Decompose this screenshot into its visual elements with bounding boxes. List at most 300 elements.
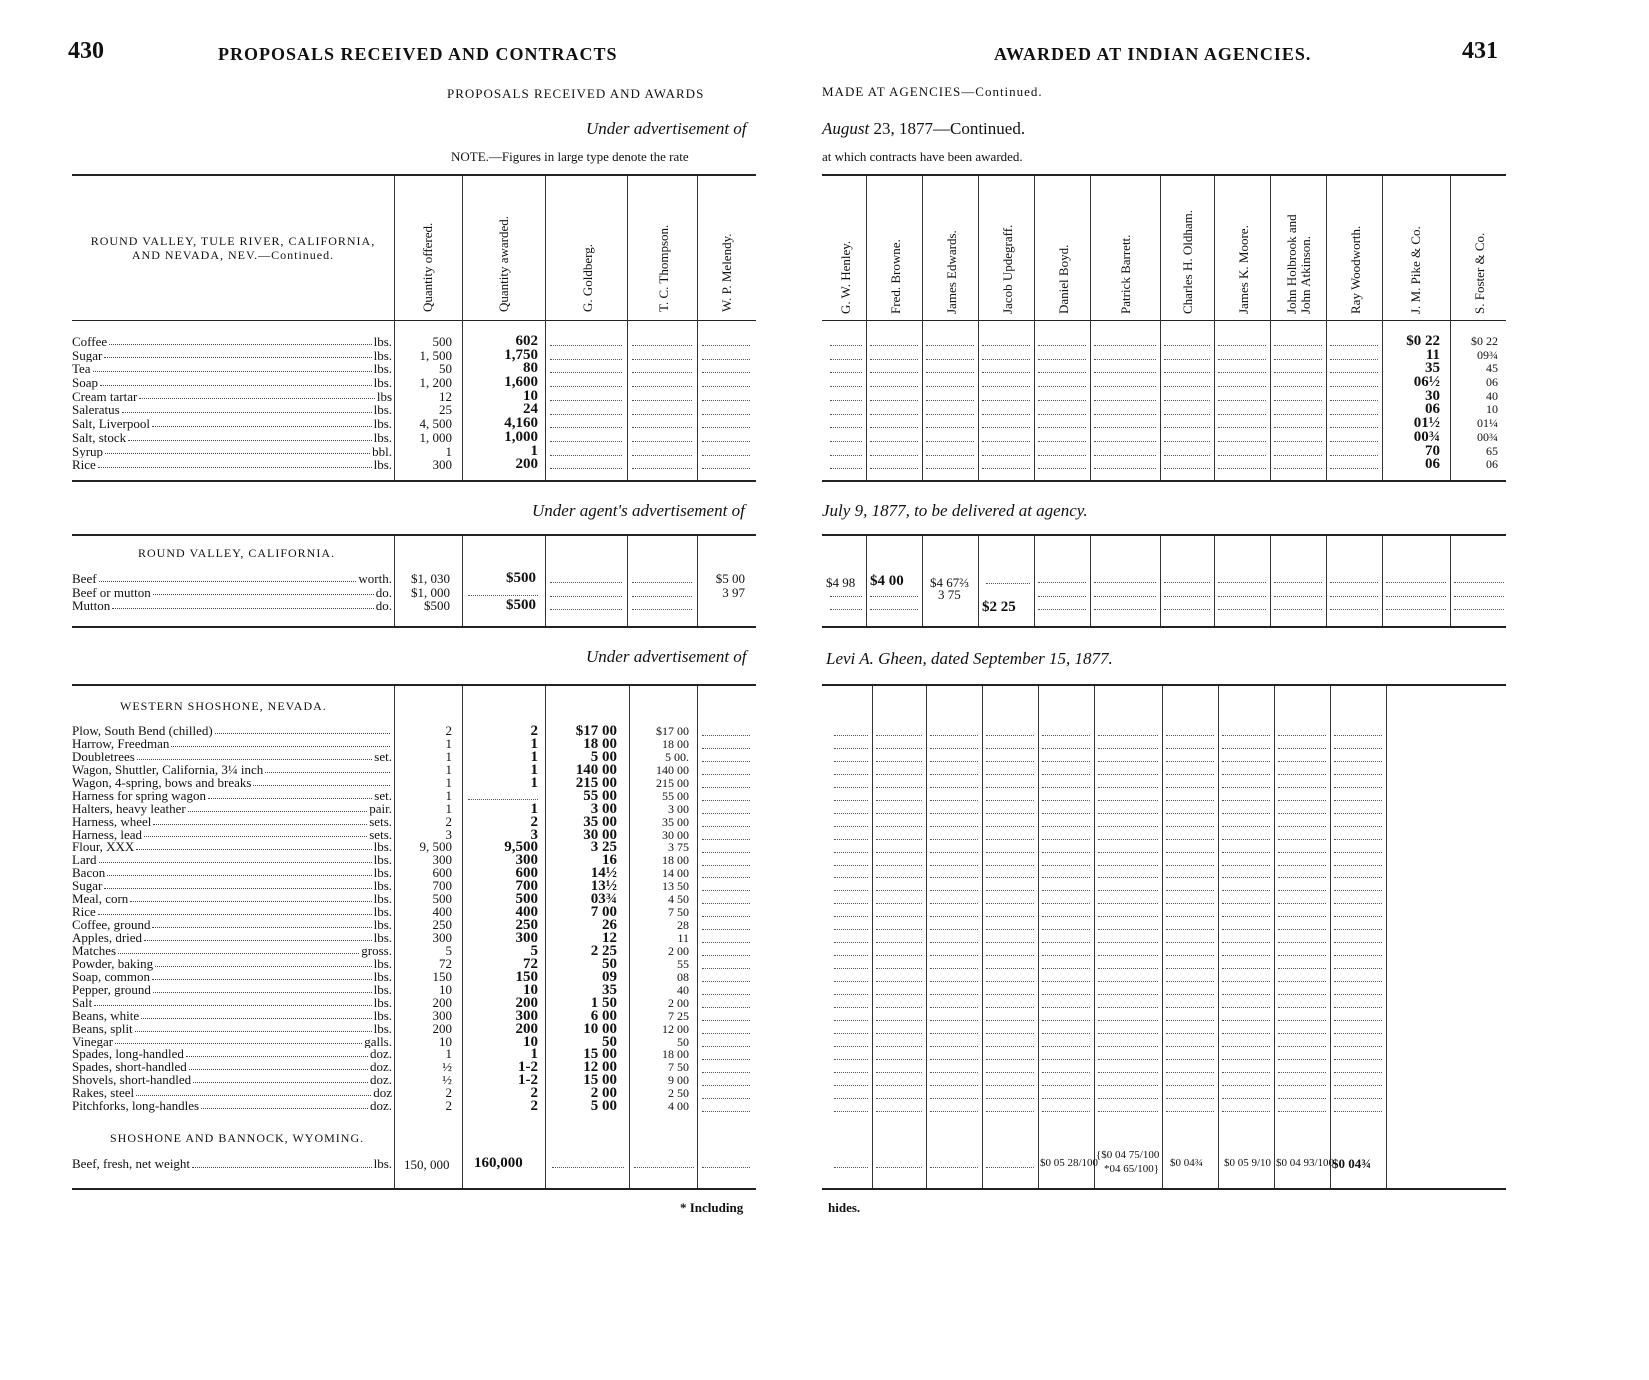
dotted-leader <box>1098 1033 1158 1034</box>
dotted-leader <box>834 774 868 775</box>
table-cell: 200 <box>515 1022 538 1036</box>
s3-awarded <box>464 725 538 1113</box>
s4-item: Beef, fresh, net weight lbs. <box>72 1156 392 1171</box>
list-item: Saleratus lbs. <box>72 403 392 418</box>
dotted-leader <box>702 345 750 346</box>
table-cell: 3 <box>445 828 452 842</box>
col-foster: S. Foster & Co. <box>1472 232 1487 314</box>
dotted-leader <box>550 427 622 428</box>
dotted-leader <box>930 1033 978 1034</box>
table-cell: 10 <box>523 1035 538 1049</box>
list-item: Lard lbs. <box>72 854 392 868</box>
dotted-leader <box>1278 787 1326 788</box>
dotted-leader <box>930 774 978 775</box>
dotted-leader <box>1042 800 1090 801</box>
vline-l1c <box>394 686 395 1188</box>
dotted-leader <box>930 1098 978 1099</box>
dotted-leader <box>1166 890 1214 891</box>
table-cell: 5 <box>530 944 538 958</box>
dotted-leader <box>1222 1059 1270 1060</box>
dotted-leader <box>834 1072 868 1073</box>
dotted-leader <box>876 865 922 866</box>
dotted-leader <box>876 1098 922 1099</box>
table-cell: 300 <box>432 1009 452 1023</box>
dotted-leader <box>876 890 922 891</box>
dotted-leader <box>1042 813 1090 814</box>
dotted-leader <box>986 1020 1034 1021</box>
dotted-leader <box>926 345 974 346</box>
dotted-leader <box>986 800 1034 801</box>
dotted-leader <box>930 968 978 969</box>
dotted-leader <box>1278 994 1326 995</box>
vline-l3 <box>545 176 546 480</box>
section4-title: SHOSHONE AND BANNOCK, WYOMING. <box>110 1131 365 1145</box>
dotted-leader <box>1222 968 1270 969</box>
dotted-leader <box>930 826 978 827</box>
table-cell: 1 <box>530 750 538 764</box>
dotted-leader <box>986 583 1030 584</box>
dotted-leader <box>986 1167 1034 1168</box>
dotted-leader <box>830 386 862 387</box>
dotted-leader <box>1094 609 1156 610</box>
dotted-leader <box>930 1111 978 1112</box>
dotted-leader <box>1278 1059 1326 1060</box>
col-pike: J. M. Pike & Co. <box>1408 226 1423 314</box>
dotted-leader <box>1222 735 1270 736</box>
dotted-leader <box>1222 761 1270 762</box>
dotted-leader <box>550 386 622 387</box>
section2-title: ROUND VALLEY, CALIFORNIA. <box>138 546 336 560</box>
table-cell: 600 <box>432 867 452 881</box>
dotted-leader <box>702 981 750 982</box>
dotted-leader <box>1098 877 1158 878</box>
s3-thompson <box>631 725 689 1113</box>
dotted-leader <box>1334 735 1382 736</box>
dotted-leader <box>1222 748 1270 749</box>
dotted-leader <box>702 735 750 736</box>
dotted-leader <box>702 400 750 401</box>
table-cell: 150 <box>432 970 452 984</box>
dotted-leader <box>926 400 974 401</box>
s3-names <box>72 725 392 1113</box>
dotted-leader <box>1098 890 1158 891</box>
dotted-leader <box>1278 942 1326 943</box>
dotted-leader <box>1278 800 1326 801</box>
dotted-leader <box>1334 968 1382 969</box>
list-item: Doubletrees set. <box>72 750 392 764</box>
s4-awarded: 160,000 <box>474 1155 523 1171</box>
table-cell: 300 <box>515 1009 538 1023</box>
table-cell: 215 00 <box>656 776 689 790</box>
vline-l2c <box>462 686 463 1188</box>
dotted-leader <box>1334 800 1382 801</box>
dotted-leader <box>1166 1033 1214 1034</box>
dotted-leader <box>1042 1072 1090 1073</box>
dotted-leader <box>702 1167 750 1168</box>
dotted-leader <box>1330 441 1378 442</box>
dotted-leader <box>1042 761 1090 762</box>
dotted-leader <box>1098 968 1158 969</box>
table-cell: 28 <box>677 919 689 932</box>
vline-l5c <box>697 686 698 1188</box>
dotted-leader <box>1042 787 1090 788</box>
dotted-leader <box>550 441 622 442</box>
col-quantity-offered: Quantity offered. <box>420 222 435 312</box>
table-cell: 18 00 <box>583 737 617 751</box>
dotted-leader <box>1166 865 1214 866</box>
vline-l2 <box>462 176 463 480</box>
dotted-leader <box>1454 582 1504 583</box>
dotted-leader <box>1334 852 1382 853</box>
dotted-leader <box>926 468 974 469</box>
table-cell: 5 00 <box>590 750 617 764</box>
advert-2-right: July 9, 1877, to be delivered at agency. <box>822 501 1088 520</box>
dotted-leader <box>1334 761 1382 762</box>
dotted-leader <box>1330 596 1378 597</box>
dotted-leader <box>930 1167 978 1168</box>
dotted-leader <box>1098 929 1158 930</box>
table-cell: 14 00 <box>662 867 689 881</box>
dotted-leader <box>876 916 922 917</box>
dotted-leader <box>876 1085 922 1086</box>
dotted-leader <box>702 414 750 415</box>
dotted-leader <box>870 609 918 610</box>
dotted-leader <box>1166 761 1214 762</box>
dotted-leader <box>1278 1098 1326 1099</box>
rule-s3-top-left <box>72 684 756 686</box>
dotted-leader <box>1164 372 1210 373</box>
dotted-leader <box>1386 596 1446 597</box>
dotted-leader <box>876 1020 922 1021</box>
table-cell: 10 00 <box>583 1022 617 1036</box>
rule-s2-top-left <box>72 534 756 536</box>
dotted-leader <box>702 968 750 969</box>
table-cell: 7 00 <box>590 906 617 920</box>
dotted-leader <box>926 386 974 387</box>
dotted-leader <box>632 468 692 469</box>
dotted-leader <box>468 799 538 800</box>
dotted-leader <box>986 735 1034 736</box>
table-cell: 4 00 <box>668 1100 689 1114</box>
list-item: Sugar lbs. <box>72 880 392 894</box>
vline-l1 <box>394 176 395 480</box>
dotted-leader <box>1222 981 1270 982</box>
dotted-leader <box>1274 441 1322 442</box>
rule-top-right <box>822 174 1506 176</box>
dotted-leader <box>702 386 750 387</box>
dotted-leader <box>1038 372 1086 373</box>
s4-barrett-2: *04 65/100} <box>1104 1163 1160 1175</box>
dotted-leader <box>830 596 862 597</box>
advert-1-right: August 23, 1877—Continued. <box>822 119 1026 138</box>
table-cell: 72 <box>523 957 538 971</box>
s4-barrett-1: {$0 04 75/100 <box>1096 1149 1160 1161</box>
dotted-leader <box>632 596 692 597</box>
table-cell: 3 00 <box>590 802 617 816</box>
list-item: Bacon lbs. <box>72 867 392 881</box>
dotted-leader <box>1098 761 1158 762</box>
table-cell: 13½ <box>590 880 617 894</box>
table-cell: 03¾ <box>590 893 617 907</box>
dotted-leader <box>1278 852 1326 853</box>
dotted-leader <box>1166 1007 1214 1008</box>
dotted-leader <box>986 839 1034 840</box>
dotted-leader <box>1166 839 1214 840</box>
list-item: Powder, baking lbs. <box>72 957 392 971</box>
col-henley: G. W. Henley. <box>838 240 853 314</box>
dotted-leader <box>1042 890 1090 891</box>
dotted-leader <box>1278 748 1326 749</box>
dotted-leader <box>870 596 918 597</box>
list-item: Shovels, short-handled doz. <box>72 1074 392 1088</box>
dotted-leader <box>1166 929 1214 930</box>
dotted-leader <box>1098 839 1158 840</box>
dotted-leader <box>834 1007 868 1008</box>
dotted-leader <box>876 761 922 762</box>
dotted-leader <box>1098 1098 1158 1099</box>
list-item: Sugar lbs. <box>72 348 392 363</box>
dotted-leader <box>876 774 922 775</box>
s2-henley-1: $4 98 <box>826 575 856 590</box>
dotted-leader <box>1334 1085 1382 1086</box>
col-barrett: Patrick Barrett. <box>1118 234 1133 314</box>
dotted-leader <box>1278 761 1326 762</box>
dotted-leader <box>550 468 622 469</box>
dotted-leader <box>834 1033 868 1034</box>
dotted-leader <box>1330 359 1378 360</box>
dotted-leader <box>1278 929 1326 930</box>
dotted-leader <box>1094 400 1156 401</box>
dotted-leader <box>1166 826 1214 827</box>
s2-browne-1: $4 00 <box>870 573 904 589</box>
table-cell: 1 <box>530 737 538 751</box>
dotted-leader <box>834 994 868 995</box>
dotted-leader <box>1098 826 1158 827</box>
dotted-leader <box>930 865 978 866</box>
dotted-leader <box>1166 735 1214 736</box>
dotted-leader <box>986 774 1034 775</box>
dotted-leader <box>550 596 622 597</box>
dotted-leader <box>1094 414 1156 415</box>
dotted-leader <box>1098 1020 1158 1021</box>
col-goldberg: G. Goldberg. <box>580 243 595 312</box>
dotted-leader <box>1218 386 1266 387</box>
dotted-leader <box>1222 903 1270 904</box>
dotted-leader <box>1164 414 1210 415</box>
list-item: Syrup bbl. <box>72 444 392 459</box>
dotted-leader <box>930 877 978 878</box>
dotted-leader <box>1038 596 1086 597</box>
rule-s1-left <box>72 480 756 482</box>
dotted-leader <box>982 427 1030 428</box>
dotted-leader <box>834 981 868 982</box>
dotted-leader <box>930 787 978 788</box>
dotted-leader <box>834 877 868 878</box>
dotted-leader <box>1098 981 1158 982</box>
dotted-leader <box>1042 929 1090 930</box>
s4-oldham: $0 04¾ <box>1170 1157 1203 1169</box>
dotted-leader <box>982 455 1030 456</box>
left-subtitle: PROPOSALS RECEIVED AND AWARDS <box>447 86 705 101</box>
table-cell: 35 00 <box>662 815 689 829</box>
s2-updegraff-3: $2 25 <box>982 599 1016 615</box>
list-item: Cream tartar lbs <box>72 389 392 404</box>
dotted-leader <box>1222 1007 1270 1008</box>
dotted-leader <box>834 968 868 969</box>
dotted-leader <box>702 1085 750 1086</box>
dotted-leader <box>1042 1046 1090 1047</box>
dotted-leader <box>1330 345 1378 346</box>
dotted-leader <box>1094 596 1156 597</box>
dotted-leader <box>1334 1020 1382 1021</box>
dotted-leader <box>1042 877 1090 878</box>
dotted-leader <box>986 787 1034 788</box>
dotted-leader <box>1098 748 1158 749</box>
dotted-leader <box>876 1046 922 1047</box>
rule-top-left <box>72 174 756 176</box>
dotted-leader <box>1334 787 1382 788</box>
dotted-leader <box>1278 813 1326 814</box>
dotted-leader <box>986 968 1034 969</box>
dotted-leader <box>1094 582 1156 583</box>
dotted-leader <box>702 1033 750 1034</box>
dotted-leader <box>1278 1085 1326 1086</box>
dotted-leader <box>986 1059 1034 1060</box>
rule-head-right <box>822 320 1506 321</box>
table-cell: 35 <box>602 983 617 997</box>
list-item: Coffee, ground lbs. <box>72 919 392 932</box>
table-cell: 2 <box>445 725 452 738</box>
table-cell: 50 <box>602 1035 617 1049</box>
dotted-leader <box>1042 774 1090 775</box>
dotted-leader <box>1386 609 1446 610</box>
dotted-leader <box>930 1007 978 1008</box>
dotted-leader <box>632 609 692 610</box>
dotted-leader <box>550 455 622 456</box>
dotted-leader <box>930 890 978 891</box>
dotted-leader <box>982 359 1030 360</box>
table-cell: 9 00 <box>668 1074 689 1088</box>
dotted-leader <box>1222 942 1270 943</box>
dotted-leader <box>1274 372 1322 373</box>
section3-title: WESTERN SHOSHONE, NEVADA. <box>120 699 327 713</box>
list-item: Rakes, steel doz <box>72 1087 392 1101</box>
table-cell: 215 00 <box>575 776 617 790</box>
dotted-leader <box>1098 813 1158 814</box>
dotted-leader <box>1164 441 1210 442</box>
vline-l4 <box>627 176 628 480</box>
dotted-leader <box>1222 1033 1270 1034</box>
dotted-leader <box>870 441 918 442</box>
dotted-leader <box>1218 372 1266 373</box>
dotted-leader <box>834 1098 868 1099</box>
table-cell: 2 00 <box>668 944 689 958</box>
dotted-leader <box>1038 468 1086 469</box>
dotted-leader <box>1274 468 1322 469</box>
table-cell: 12 00 <box>662 1022 689 1036</box>
table-cell: 18 00 <box>662 854 689 868</box>
dotted-leader <box>930 1046 978 1047</box>
table-cell: 200 <box>432 1022 452 1036</box>
dotted-leader <box>1166 994 1214 995</box>
rule-head-left <box>72 320 756 321</box>
dotted-leader <box>1334 877 1382 878</box>
dotted-leader <box>632 414 692 415</box>
dotted-leader <box>1098 800 1158 801</box>
dotted-leader <box>876 1007 922 1008</box>
dotted-leader <box>834 890 868 891</box>
dotted-leader <box>1042 903 1090 904</box>
dotted-leader <box>1222 865 1270 866</box>
vline-l3b <box>545 536 546 626</box>
table-cell: 400 <box>432 906 452 920</box>
dotted-leader <box>930 994 978 995</box>
col-quantity-awarded: Quantity awarded. <box>496 215 511 312</box>
footnote-left: * Including <box>680 1200 744 1215</box>
dotted-leader <box>1166 916 1214 917</box>
dotted-leader <box>632 386 692 387</box>
dotted-leader <box>1278 1111 1326 1112</box>
dotted-leader <box>982 441 1030 442</box>
dotted-leader <box>1218 441 1266 442</box>
dotted-leader <box>876 877 922 878</box>
dotted-leader <box>876 968 922 969</box>
table-cell: $17 00 <box>656 725 689 738</box>
dotted-leader <box>1334 839 1382 840</box>
vline-l2b <box>462 536 463 626</box>
dotted-leader <box>930 1059 978 1060</box>
dotted-leader <box>702 372 750 373</box>
dotted-leader <box>1334 1072 1382 1073</box>
table-cell: 6 00 <box>590 1009 617 1023</box>
list-item: Harness, lead sets. <box>72 828 392 842</box>
dotted-leader <box>702 1111 750 1112</box>
dotted-leader <box>930 981 978 982</box>
dotted-leader <box>1274 582 1322 583</box>
dotted-leader <box>926 427 974 428</box>
table-cell: 7 50 <box>668 906 689 920</box>
col-moore: James K. Moore. <box>1236 225 1251 314</box>
dotted-leader <box>1038 400 1086 401</box>
dotted-leader <box>1222 826 1270 827</box>
dotted-leader <box>1386 582 1446 583</box>
table-cell: 600 <box>515 867 538 881</box>
dotted-leader <box>550 582 622 583</box>
dotted-leader <box>986 826 1034 827</box>
dotted-leader <box>876 942 922 943</box>
dotted-leader <box>1164 468 1210 469</box>
dotted-leader <box>1218 468 1266 469</box>
table-cell: 35 00 <box>583 815 617 829</box>
dotted-leader <box>930 735 978 736</box>
dotted-leader <box>702 1007 750 1008</box>
dotted-leader <box>1274 427 1322 428</box>
dotted-leader <box>1166 1072 1214 1073</box>
dotted-leader <box>1222 1098 1270 1099</box>
rule-s2-bot-right <box>822 626 1506 628</box>
dotted-leader <box>930 929 978 930</box>
dotted-leader <box>834 1020 868 1021</box>
list-item: Plow, South Bend (chilled) <box>72 725 392 738</box>
dotted-leader <box>830 359 862 360</box>
table-cell: 1 <box>445 750 452 764</box>
dotted-leader <box>1094 372 1156 373</box>
dotted-leader <box>834 955 868 956</box>
table-cell: 1 <box>530 1048 538 1062</box>
advert-3-left: Under advertisement of <box>586 647 747 666</box>
dotted-leader <box>1274 400 1322 401</box>
table-cell: 4 50 <box>668 893 689 907</box>
